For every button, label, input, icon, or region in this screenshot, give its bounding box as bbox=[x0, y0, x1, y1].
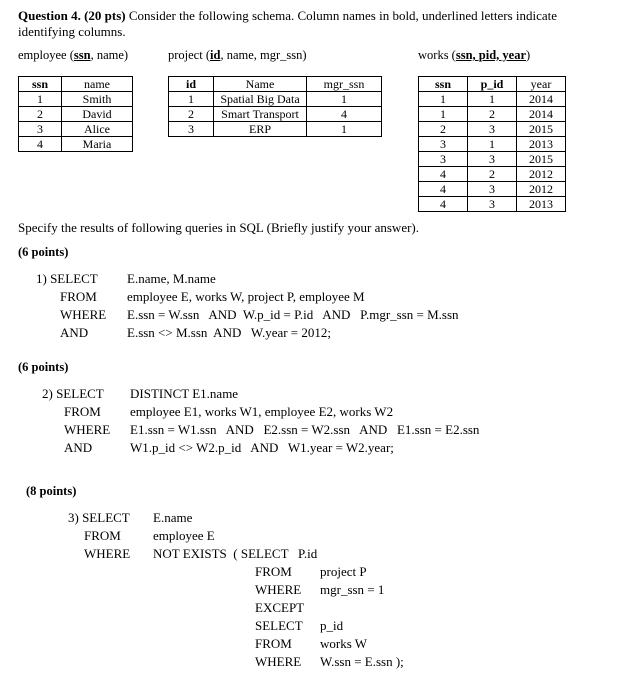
table-header: Name bbox=[214, 77, 307, 92]
table-row bbox=[419, 197, 566, 212]
table-cell: David bbox=[62, 107, 133, 122]
table-row bbox=[19, 107, 133, 122]
instruction-text: Specify the results of following queries in SQL (Briefly justify your answer). bbox=[18, 220, 419, 235]
query-line: AND bbox=[60, 325, 89, 340]
table-cell: 2013 bbox=[517, 137, 566, 152]
query-line bbox=[36, 270, 98, 288]
query-line: WHERE bbox=[60, 307, 107, 322]
table-cell: 3 bbox=[169, 122, 214, 137]
q2-points: (6 points) bbox=[18, 360, 69, 374]
query-line bbox=[84, 527, 121, 545]
query-line bbox=[320, 581, 384, 599]
question-text: Consider the following schema. Column names in bold, underlined letters indicate identifying columns. bbox=[18, 8, 558, 39]
query-line bbox=[68, 509, 130, 527]
query-line: E.name, M.name bbox=[127, 271, 216, 286]
query-line: FROM bbox=[60, 289, 97, 304]
table-cell: Smith bbox=[62, 92, 133, 107]
query-line: WHERE bbox=[255, 654, 302, 669]
table-cell: 3 bbox=[468, 122, 517, 137]
table-cell: 1 bbox=[307, 92, 382, 107]
query-line bbox=[153, 545, 317, 563]
query-line bbox=[42, 385, 104, 403]
query-line: project P bbox=[320, 564, 367, 579]
table-row bbox=[169, 77, 382, 92]
query-line bbox=[127, 324, 331, 342]
query-line bbox=[60, 324, 88, 342]
query-line bbox=[127, 270, 216, 288]
project-table bbox=[168, 76, 382, 137]
table-row bbox=[419, 167, 566, 182]
query-line: AND bbox=[64, 440, 93, 455]
table-cell: 2013 bbox=[517, 197, 566, 212]
query-line: NOT EXISTS ( SELECT P.id bbox=[153, 546, 318, 561]
table-row bbox=[419, 122, 566, 137]
query-line bbox=[127, 288, 365, 306]
table-cell: 3 bbox=[468, 182, 517, 197]
table-cell: 3 bbox=[468, 197, 517, 212]
table-cell: 3 bbox=[419, 152, 468, 167]
table-cell: 2 bbox=[468, 107, 517, 122]
table-cell: 1 bbox=[468, 92, 517, 107]
query-line: SELECT bbox=[255, 618, 303, 633]
q1-points: (6 points) bbox=[18, 245, 69, 259]
table-row bbox=[419, 182, 566, 197]
query-line: E.ssn = W.ssn AND W.p_id = P.id AND P.mgr_ssn = M.ssn bbox=[127, 307, 459, 322]
query-line bbox=[255, 635, 292, 653]
table-cell: ERP bbox=[214, 122, 307, 137]
q3-points: (8 points) bbox=[26, 484, 77, 498]
query-line bbox=[127, 306, 459, 324]
table-cell: 4 bbox=[419, 197, 468, 212]
query-line: employee E bbox=[153, 528, 215, 543]
table-header: id bbox=[169, 77, 214, 92]
table-header: ssn bbox=[419, 77, 468, 92]
table-row bbox=[169, 122, 382, 137]
query-line bbox=[255, 581, 301, 599]
table-cell: 2 bbox=[419, 122, 468, 137]
works-caption: works (ssn, pid, year) bbox=[418, 48, 531, 62]
query-line: employee E1, works W1, employee E2, works W2 bbox=[130, 404, 394, 419]
query-line bbox=[320, 635, 367, 653]
table-cell: 2014 bbox=[517, 107, 566, 122]
table-cell: 1 bbox=[419, 107, 468, 122]
table-cell: 1 bbox=[419, 92, 468, 107]
query-line: EXCEPT bbox=[255, 600, 305, 615]
query-line bbox=[130, 403, 393, 421]
table-header: name bbox=[62, 77, 133, 92]
table-cell: 3 bbox=[419, 137, 468, 152]
query-line bbox=[64, 439, 92, 457]
table-cell: 2 bbox=[169, 107, 214, 122]
query-line: W.ssn = E.ssn ); bbox=[320, 654, 404, 669]
table-cell: Alice bbox=[62, 122, 133, 137]
table-cell: Spatial Big Data bbox=[214, 92, 307, 107]
table-row bbox=[19, 77, 133, 92]
query-line: DISTINCT E1.name bbox=[130, 386, 239, 401]
table-cell: 4 bbox=[307, 107, 382, 122]
table-row bbox=[169, 92, 382, 107]
table-cell: 2014 bbox=[517, 92, 566, 107]
query-line bbox=[255, 599, 304, 617]
table-cell: Smart Transport bbox=[214, 107, 307, 122]
query-line: FROM bbox=[255, 636, 292, 651]
query-line bbox=[320, 653, 404, 671]
query-line bbox=[255, 563, 292, 581]
query-line bbox=[60, 288, 97, 306]
employee-caption: employee (ssn, name) bbox=[18, 48, 129, 62]
query-line bbox=[64, 403, 101, 421]
table-cell: 3 bbox=[19, 122, 62, 137]
table-header: ssn bbox=[19, 77, 62, 92]
table-cell: 2012 bbox=[517, 167, 566, 182]
query-line: WHERE bbox=[84, 546, 131, 561]
table-cell: 4 bbox=[19, 137, 62, 152]
table-cell: 4 bbox=[419, 182, 468, 197]
query-line bbox=[255, 617, 303, 635]
table-header: year bbox=[517, 77, 566, 92]
table-header: p_id bbox=[468, 77, 517, 92]
query-line: p_id bbox=[320, 618, 344, 633]
table-row bbox=[419, 152, 566, 167]
query-line bbox=[130, 385, 238, 403]
query-line: mgr_ssn = 1 bbox=[320, 582, 385, 597]
table-header: mgr_ssn bbox=[307, 77, 382, 92]
table-cell: 1 bbox=[169, 92, 214, 107]
query-line: FROM bbox=[64, 404, 101, 419]
query-line bbox=[130, 439, 394, 457]
table-cell: 2015 bbox=[517, 152, 566, 167]
table-cell: 1 bbox=[468, 137, 517, 152]
query-line: FROM bbox=[255, 564, 292, 579]
query-line: 3) SELECT bbox=[68, 510, 130, 525]
table-row bbox=[19, 92, 133, 107]
query-line: WHERE bbox=[64, 422, 111, 437]
question-label: Question 4. (20 pts) bbox=[18, 8, 126, 23]
query-line: 2) SELECT bbox=[42, 386, 104, 401]
query-line: E.ssn <> M.ssn AND W.year = 2012; bbox=[127, 325, 332, 340]
table-cell: 2015 bbox=[517, 122, 566, 137]
query-line: employee E, works W, project P, employee M bbox=[127, 289, 365, 304]
query-line bbox=[255, 653, 301, 671]
query-line: WHERE bbox=[255, 582, 302, 597]
project-caption: project (id, name, mgr_ssn) bbox=[168, 48, 307, 62]
query-line: works W bbox=[320, 636, 368, 651]
query-line: E.name bbox=[153, 510, 193, 525]
query-line bbox=[153, 509, 192, 527]
table-cell: 4 bbox=[419, 167, 468, 182]
table-cell: Maria bbox=[62, 137, 133, 152]
table-cell: 2012 bbox=[517, 182, 566, 197]
table-cell: 3 bbox=[468, 152, 517, 167]
table-cell: 2 bbox=[19, 107, 62, 122]
table-row bbox=[419, 77, 566, 92]
table-row bbox=[169, 107, 382, 122]
table-row bbox=[19, 137, 133, 152]
table-cell: 1 bbox=[19, 92, 62, 107]
query-line: W1.p_id <> W2.p_id AND W1.year = W2.year; bbox=[130, 440, 394, 455]
table-row bbox=[419, 137, 566, 152]
query-line bbox=[60, 306, 106, 324]
query-line bbox=[320, 563, 367, 581]
table-row bbox=[19, 122, 133, 137]
table-row bbox=[419, 107, 566, 122]
works-table bbox=[418, 76, 566, 212]
query-line: FROM bbox=[84, 528, 121, 543]
query-line bbox=[130, 421, 479, 439]
table-cell: 1 bbox=[307, 122, 382, 137]
query-line bbox=[153, 527, 215, 545]
query-line: E1.ssn = W1.ssn AND E2.ssn = W2.ssn AND E1.ssn = E2.ssn bbox=[130, 422, 480, 437]
query-line bbox=[64, 421, 110, 439]
question-intro bbox=[18, 8, 608, 40]
table-row bbox=[419, 92, 566, 107]
employee-table bbox=[18, 76, 133, 152]
query-line bbox=[320, 617, 343, 635]
query-line bbox=[84, 545, 130, 563]
table-cell: 2 bbox=[468, 167, 517, 182]
query-line: 1) SELECT bbox=[36, 271, 98, 286]
